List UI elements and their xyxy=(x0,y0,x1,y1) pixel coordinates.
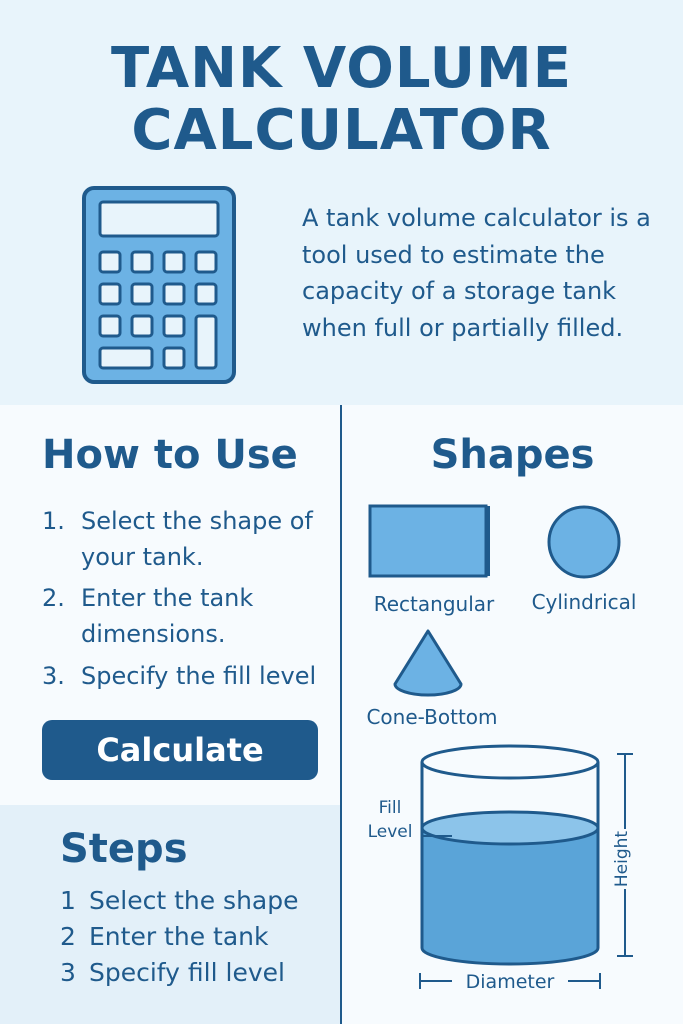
diameter-label: Diameter xyxy=(452,969,568,995)
list-item-number: 2. xyxy=(42,584,65,612)
list-item-text: Specify the fill level xyxy=(81,662,317,690)
list-item-text: Select the shape of your tank. xyxy=(81,507,313,571)
step-row xyxy=(60,920,268,954)
page-title xyxy=(0,38,683,162)
height-label: Height xyxy=(612,830,632,888)
fill-label-line-1: Fill xyxy=(378,798,402,818)
shapes-title: Shapes xyxy=(430,432,595,478)
calculate-button[interactable]: Calculate xyxy=(42,720,318,780)
vertical-divider xyxy=(340,405,342,1024)
step-row xyxy=(60,956,285,990)
list-item-number: 1. xyxy=(42,507,65,535)
fill-label-line-2: Level xyxy=(367,822,413,842)
step-text: Specify fill level xyxy=(89,958,285,987)
shape-label-cone-bottom[interactable]: Cone-Bottom xyxy=(366,705,498,729)
shape-label-rectangular[interactable]: Rectangular xyxy=(373,592,495,616)
shape-label-cylindrical[interactable]: Cylindrical xyxy=(531,590,637,614)
step-text: Select the shape xyxy=(89,886,299,915)
step-number: 2 xyxy=(60,922,76,951)
list-item-number: 3. xyxy=(42,662,65,690)
circle-icon[interactable] xyxy=(546,504,622,580)
title-line-2: CALCULATOR xyxy=(131,98,552,163)
step-row xyxy=(60,884,299,918)
step-number: 1 xyxy=(60,886,76,915)
fill-level-label xyxy=(362,796,418,844)
rectangle-icon[interactable] xyxy=(368,504,492,580)
how-to-use-title: How to Use xyxy=(42,432,298,478)
intro-text: A tank volume calculator is a tool used to estimate the capacity of a storage tank when full or partially filled. xyxy=(302,204,651,342)
tank-diagram xyxy=(354,740,654,990)
steps-title: Steps xyxy=(60,826,188,872)
step-number: 3 xyxy=(60,958,76,987)
step-text: Enter the tank xyxy=(89,922,269,951)
calculator-icon xyxy=(82,186,236,384)
cone-icon[interactable] xyxy=(392,628,464,698)
title-line-1: TANK VOLUME xyxy=(110,36,573,101)
list-item-text: Enter the tank dimensions. xyxy=(81,584,254,648)
